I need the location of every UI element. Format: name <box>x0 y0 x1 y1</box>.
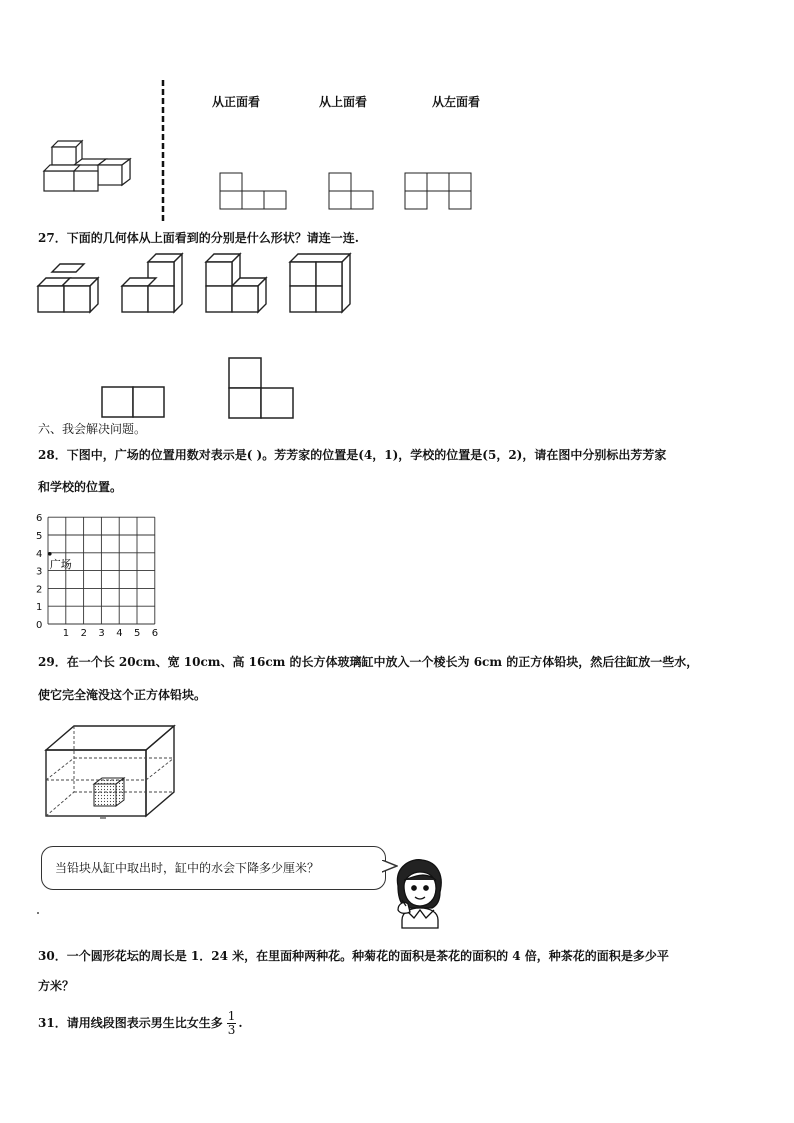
girl-icon <box>388 856 450 930</box>
y-tick-label: 0 <box>36 620 43 631</box>
q26-solid-figure <box>40 135 140 195</box>
view-label-top: 从上面看 <box>319 95 368 109</box>
q27-view-l-shape[interactable] <box>228 357 296 421</box>
q28-line1: 28．下图中，广场的位置用数对表示是( )。芳芳家的位置是(4，1)，学校的位置是(5，2)，请在图中分别标出芳芳家 <box>38 448 667 462</box>
x-tick-label: 5 <box>134 628 141 639</box>
x-tick-label: 2 <box>80 628 87 639</box>
x-tick-label: 6 <box>151 628 159 639</box>
q27-view-two-squares[interactable] <box>101 386 167 420</box>
stray-mark <box>37 912 39 914</box>
y-tick-label: 4 <box>36 548 43 560</box>
q31-line <box>38 1008 243 1038</box>
y-tick-label: 2 <box>36 584 43 596</box>
y-tick-label: 3 <box>36 566 43 578</box>
glass-tank-figure <box>40 722 185 822</box>
x-tick-label: 1 <box>62 628 70 639</box>
q29-line1: 29．在一个长 20cm、宽 10cm、高 16cm 的长方体玻璃缸中放入一个棱长为 6cm 的正方体铅块，然后往缸放一些水， <box>38 655 699 669</box>
section-heading: 六、我会解决问题。 <box>38 422 147 436</box>
q31-text: 31．请用线段图表示男生比女生多 <box>38 1016 223 1030</box>
y-tick-label: 1 <box>36 602 43 614</box>
view-label-left: 从左面看 <box>432 95 481 109</box>
landmark-label: 广场 <box>49 557 72 571</box>
speech-bubble <box>41 846 386 890</box>
fraction-one-third <box>227 1010 237 1036</box>
fraction-numerator: 1 <box>227 1008 236 1023</box>
bubble-text: 当铅块从缸中取出时，缸中的水会下降多少厘米？ <box>55 861 320 875</box>
coordinate-grid[interactable] <box>34 510 164 640</box>
q30-line1: 30．一个圆形花坛的周长是 1．24 米，在里面种两种花。种菊花的面积是茶花的面积的 4 倍，种茶花的面积是多少平 <box>38 949 669 963</box>
dashed-divider <box>160 80 166 222</box>
q31-period: . <box>238 1016 243 1030</box>
x-tick-label: 3 <box>98 628 105 639</box>
q30-line2: 方米？ <box>38 979 75 993</box>
view-shape-top[interactable] <box>328 172 378 212</box>
y-tick-label: 6 <box>36 513 43 525</box>
view-shape-left[interactable] <box>404 172 476 212</box>
y-tick-label: 5 <box>36 531 43 542</box>
view-shape-front[interactable] <box>219 172 289 212</box>
x-tick-label: 4 <box>116 628 123 639</box>
q28-line2: 和学校的位置。 <box>38 480 123 494</box>
fraction-denominator: 3 <box>227 1022 236 1037</box>
landmark-point <box>48 552 52 556</box>
q27-solids <box>36 250 366 316</box>
q27-text: 27．下面的几何体从上面看到的分别是什么形状？请连一连. <box>38 231 359 245</box>
view-label-front: 从正面看 <box>212 95 261 109</box>
q29-line2: 使它完全淹没这个正方体铅块。 <box>38 688 207 702</box>
